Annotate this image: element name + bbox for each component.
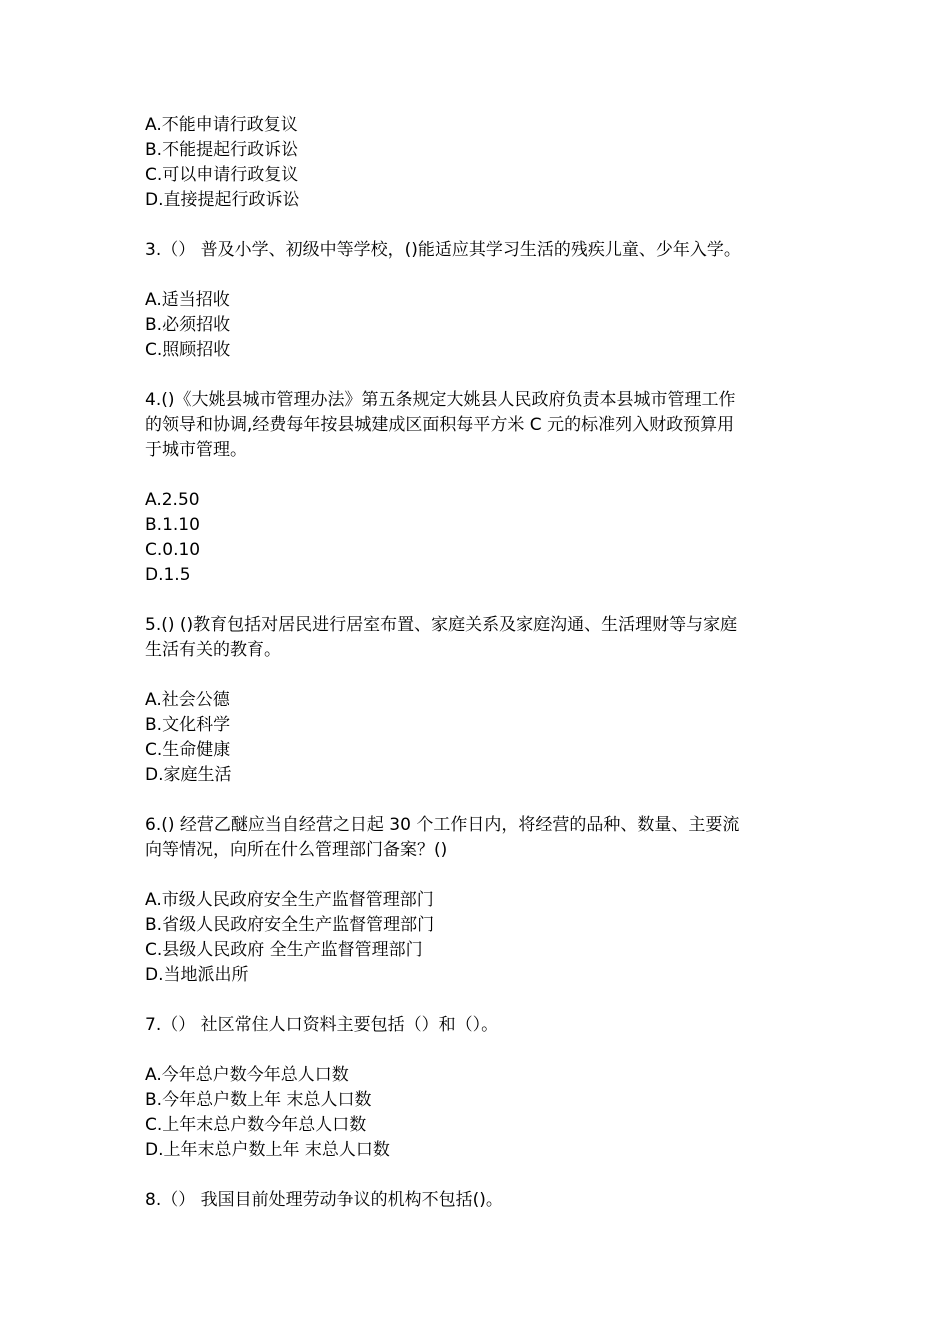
question-text: 3.（） 普及小学、初级中等学校，()能适应其学习生活的残疾儿童、少年入学。: [145, 240, 741, 260]
option-line: A.2.50: [145, 490, 200, 510]
option-line: C.生命健康: [145, 740, 231, 760]
question-5: [145, 613, 815, 788]
question-7: [145, 1013, 815, 1163]
question-options: [145, 688, 815, 788]
option-line: D.1.5: [145, 565, 191, 585]
option-line: B.必须招收: [145, 315, 231, 335]
question-4: [145, 388, 815, 588]
option-line: B.文化科学: [145, 715, 231, 735]
option-line: A.不能申请行政复议: [145, 115, 298, 135]
question-text: 8.（） 我国目前处理劳动争议的机构不包括()。: [145, 1190, 503, 1210]
option-line: C.0.10: [145, 540, 201, 560]
option-line: A.社会公德: [145, 690, 230, 710]
option-line: B.今年总户数上年 末总人口数: [145, 1090, 372, 1110]
question-options: [145, 288, 815, 363]
question-options: [145, 888, 815, 988]
option-line: D.直接提起行政诉讼: [145, 190, 300, 210]
question-3: [145, 238, 815, 363]
question-6: [145, 813, 815, 988]
option-line: C.县级人民政府 全生产监督管理部门: [145, 940, 423, 960]
option-line: B.1.10: [145, 515, 200, 535]
question-text: 4.()《大姚县城市管理办法》第五条规定大姚县人民政府负责本县城市管理工作 的领导和协调,经费每年按县城建成区面积每平方米 C 元的标准列入财政预算用 于城市管理。: [145, 390, 736, 460]
document-page: [145, 113, 815, 1213]
option-line: D.当地派出所: [145, 965, 249, 985]
question-text: 5.() ()教育包括对居民进行居室布置、家庭关系及家庭沟通、生活理财等与家庭 生活有关的教育。: [145, 615, 738, 660]
leading-options: [145, 113, 815, 213]
question-options: [145, 1063, 815, 1163]
option-line: C.可以申请行政复议: [145, 165, 299, 185]
option-line: A.今年总户数今年总人口数: [145, 1065, 349, 1085]
option-line: B.省级人民政府安全生产监督管理部门: [145, 915, 435, 935]
option-line: D.上年末总户数上年 末总人口数: [145, 1140, 390, 1160]
question-text: 6.() 经营乙醚应当自经营之日起 30 个工作日内，将经营的品种、数量、主要流 向等情况，向所在什么管理部门备案？(): [145, 815, 740, 860]
option-line: C.照顾招收: [145, 340, 231, 360]
option-line: A.适当招收: [145, 290, 230, 310]
question-options: [145, 488, 815, 588]
question-text: 7.（） 社区常住人口资料主要包括（）和（）。: [145, 1015, 499, 1035]
option-line: B.不能提起行政诉讼: [145, 140, 299, 160]
option-line: A.市级人民政府安全生产监督管理部门: [145, 890, 434, 910]
option-line: D.家庭生活: [145, 765, 232, 785]
option-line: C.上年末总户数今年总人口数: [145, 1115, 367, 1135]
question-8: [145, 1188, 815, 1213]
